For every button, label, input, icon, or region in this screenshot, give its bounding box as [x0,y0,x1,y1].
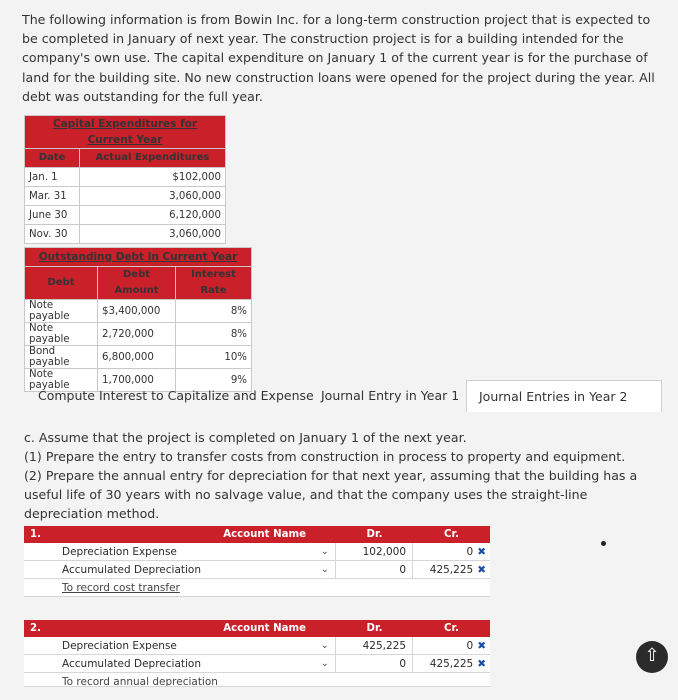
header-dr: Dr. [366,623,383,634]
problem-intro: The following information is from Bowin Inc. for a long-term construction project that is expected to be completed in January of next year. The construction project is for a building intended for the company's own use. The capital expenditure on January 1 of the current year is for the purchase of land for the building site. No new construction loans were opened for the project during the year. All debt was outstanding for the full year. [22,12,655,104]
journal-row [24,655,490,673]
chevron-down-icon[interactable]: ⌄ [320,658,329,669]
debt-header-rate: Interest Rate [176,267,252,300]
credit-input[interactable]: 0 ✖ [466,546,486,558]
credit-input[interactable]: 425,225 ✖ [429,658,486,670]
x-mark-icon: ✖ [477,640,486,652]
journal-memo-row [24,673,490,687]
debt-amount: 1,700,000 [98,369,176,392]
account-name: Accumulated Depreciation [62,658,202,670]
tab-bar [22,380,662,412]
question-line-2: (1) Prepare the entry to transfer costs from construction in process to property and equipment. [24,449,626,464]
journal-entry-1 [24,526,490,597]
capex-amount: 6,120,000 [80,206,226,225]
journal-header [24,526,490,543]
table-row [25,168,226,187]
account-select[interactable] [58,561,336,578]
header-cr: Cr. [444,623,459,634]
credit-input[interactable]: 0 ✖ [466,640,486,652]
table-row [25,206,226,225]
debt-name: Note payable [25,369,98,392]
header-dr: Dr. [366,529,383,540]
tab-compute-interest[interactable]: Compute Interest to Capitalize and Expense [38,388,314,403]
debt-header-debt: Debt [25,267,98,300]
question-line-3: (2) Prepare the annual entry for depreciation for that next year, assuming that the building has a useful life of 30 years with no salvage value, and that the company uses the straight-line depreciation method. [24,468,638,521]
capex-date: June 30 [25,206,80,225]
chevron-down-icon[interactable]: ⌄ [320,546,329,557]
entry-number: 1. [30,529,41,540]
credit-input[interactable]: 425,225 ✖ [429,564,486,576]
debt-rate: 10% [176,346,252,369]
capex-caption: Capital Expenditures for Current Year [25,116,226,149]
debt-rate: 9% [176,369,252,392]
account-name: Depreciation Expense [62,640,177,652]
header-cr: Cr. [444,529,459,540]
debit-input[interactable]: 102,000 [336,543,413,560]
journal-row [24,543,490,561]
journal-row [24,637,490,655]
memo-text: To record annual depreciation [62,676,218,687]
debt-name: Bond payable [25,346,98,369]
table-row [25,187,226,206]
debt-table [24,247,252,392]
debit-input[interactable]: 425,225 [336,637,413,654]
debit-input[interactable]: 0 [336,655,413,672]
table-row [25,346,252,369]
account-name: Depreciation Expense [62,546,177,558]
debt-name: Note payable [25,300,98,323]
table-row [25,225,226,244]
journal-row [24,561,490,579]
question-text [24,428,664,523]
debt-header-amount: Debt Amount [98,267,176,300]
chevron-down-icon[interactable]: ⌄ [320,640,329,651]
capex-amount: 3,060,000 [80,187,226,206]
tab-journal-year-1[interactable]: Journal Entry in Year 1 [321,388,460,403]
debt-amount: $3,400,000 [98,300,176,323]
capex-date: Jan. 1 [25,168,80,187]
capex-header-amount: Actual Expenditures [80,149,226,168]
debit-input[interactable]: 0 [336,561,413,578]
debt-caption: Outstanding Debt in Current Year [25,248,252,267]
account-select[interactable] [58,637,336,654]
x-mark-icon: ✖ [477,564,486,576]
x-mark-icon: ✖ [477,658,486,670]
debt-rate: 8% [176,300,252,323]
journal-entry-2 [24,620,490,687]
header-account-name: Account Name [223,529,306,540]
account-select[interactable] [58,655,336,672]
debt-amount: 6,800,000 [98,346,176,369]
debt-name: Note payable [25,323,98,346]
arrow-up-icon[interactable]: ⇧ [636,641,668,673]
tab-journal-year-2[interactable]: Journal Entries in Year 2 [466,380,662,412]
table-row [25,323,252,346]
journal-memo-row [24,579,490,597]
entry-number: 2. [30,623,41,634]
capex-amount: $102,000 [80,168,226,187]
memo-text: To record cost transfer [62,582,180,594]
header-account-name: Account Name [223,623,306,634]
capex-amount: 3,060,000 [80,225,226,244]
capex-date: Mar. 31 [25,187,80,206]
journal-header [24,620,490,637]
account-select[interactable] [58,543,336,560]
x-mark-icon: ✖ [477,546,486,558]
capex-table [24,115,226,244]
account-name: Accumulated Depreciation [62,564,202,576]
debt-amount: 2,720,000 [98,323,176,346]
cursor-dot [601,541,606,546]
capex-date: Nov. 30 [25,225,80,244]
debt-rate: 8% [176,323,252,346]
capex-header-date: Date [25,149,80,168]
table-row [25,300,252,323]
chevron-down-icon[interactable]: ⌄ [320,564,329,575]
question-line-1: c. Assume that the project is completed on January 1 of the next year. [24,430,467,445]
